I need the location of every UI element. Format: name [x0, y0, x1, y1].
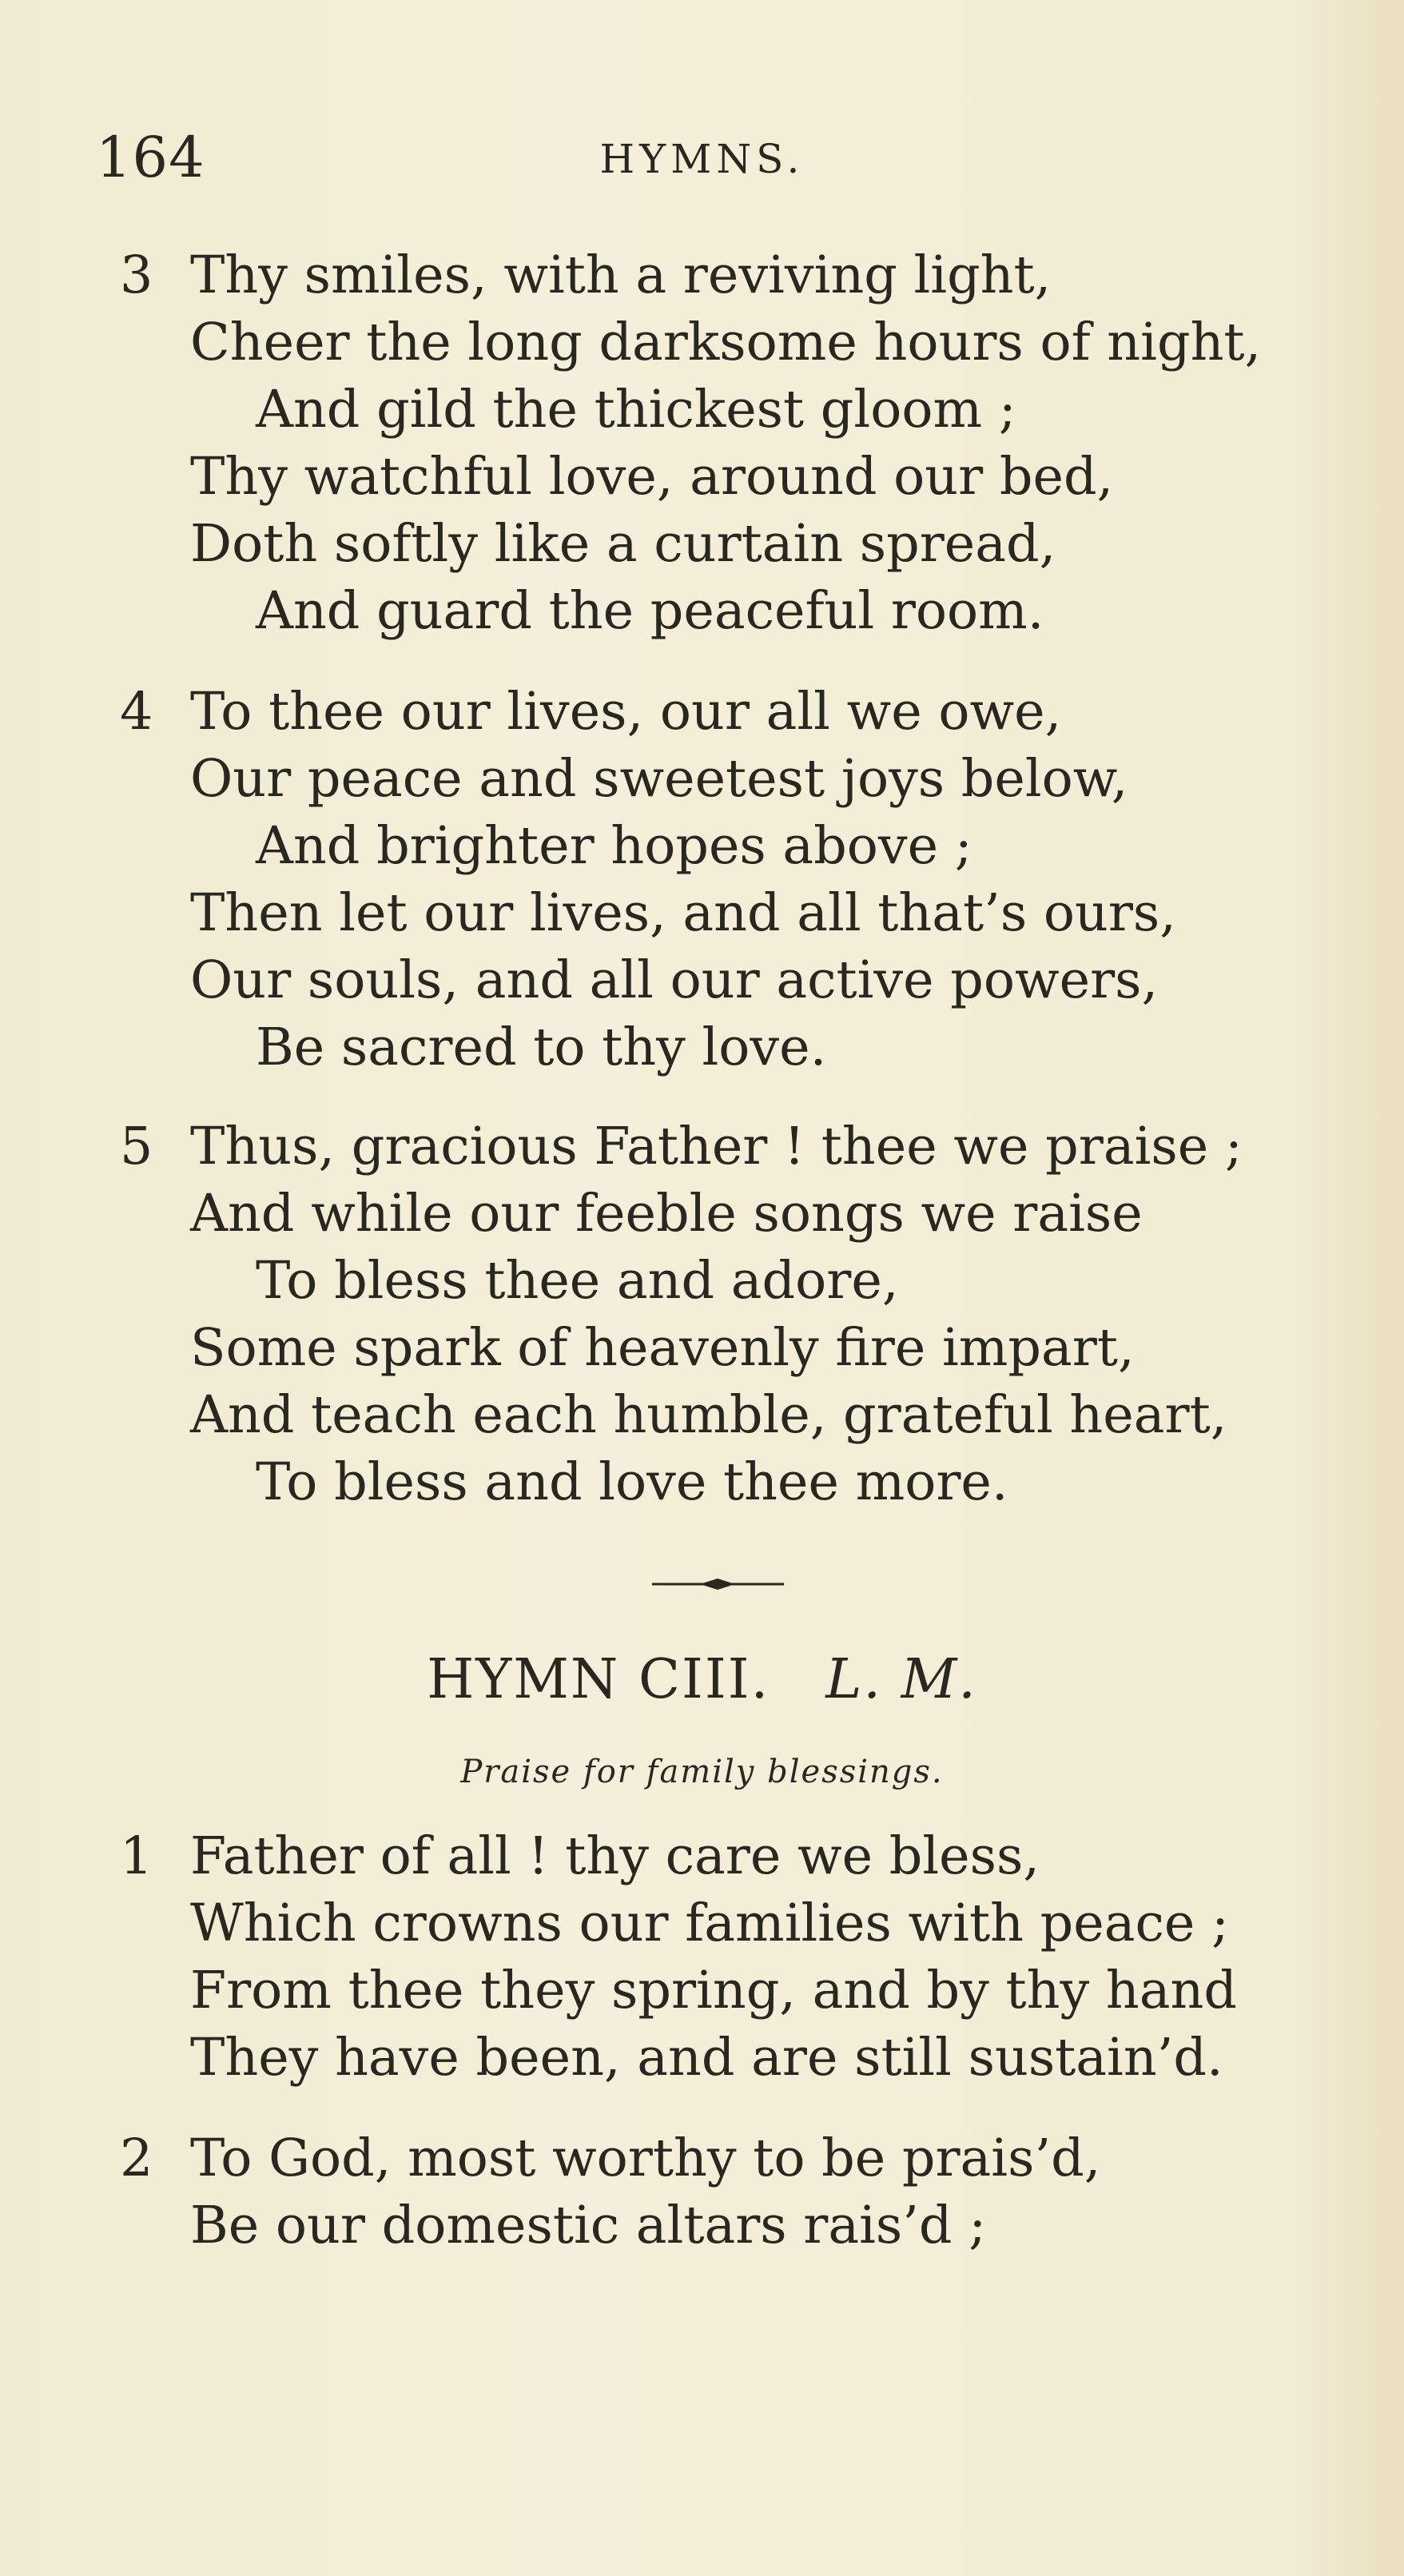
hymn-heading — [0, 1648, 1404, 1711]
verse-line: Then let our lives, and all that’s ours, — [190, 883, 1176, 943]
verse-line: Our souls, and all our active powers, — [190, 950, 1159, 1010]
verse-line: And gild the thickest gloom ; — [256, 380, 1016, 440]
running-head: HYMNS. — [599, 136, 805, 182]
verse-line: To bless and love thee more. — [256, 1452, 1008, 1512]
verse-line: Be our domestic altars rais’d ; — [190, 2196, 987, 2255]
verse-line: To thee our lives, our all we owe, — [190, 682, 1062, 742]
verse-line: They have been, and are still sustain’d. — [190, 2028, 1223, 2088]
verse-line: Which crowns our families with peace ; — [190, 1893, 1229, 1953]
verse-line: Thus, gracious Father ! thee we praise ; — [190, 1117, 1243, 1177]
verse-line: Father of all ! thy care we bless, — [190, 1826, 1040, 1886]
stanza-number: 4 — [120, 682, 153, 742]
verse-line: Some spark of heavenly fire impart, — [190, 1318, 1135, 1378]
verse-line: To bless thee and adore, — [256, 1251, 899, 1311]
hymn-meter: L. M. — [825, 1648, 977, 1711]
verse-line: Be sacred to thy love. — [256, 1017, 827, 1077]
hymn-title: HYMN CIII. — [427, 1648, 770, 1711]
stanza-number: 2 — [120, 2128, 153, 2188]
verse-line: Thy smiles, with a reviving light, — [190, 245, 1052, 305]
verse-line: And while our feeble songs we raise — [190, 1184, 1143, 1244]
stanza-number: 1 — [120, 1826, 153, 1886]
stanza-number: 3 — [120, 245, 153, 305]
verse-line: And guard the peaceful room. — [256, 581, 1044, 641]
verse-line: Thy watchful love, around our bed, — [190, 447, 1114, 507]
hymn-subtitle: Praise for family blessings. — [460, 1754, 944, 1790]
verse-line: From thee they spring, and by thy hand — [190, 1961, 1237, 2021]
page-number: 164 — [96, 125, 205, 190]
verse-line: Our peace and sweetest joys below, — [190, 749, 1128, 809]
verse-line: Cheer the long darksome hours of night, — [190, 313, 1262, 372]
verse-line: And teach each humble, grateful heart, — [190, 1385, 1227, 1445]
verse-line: And brighter hopes above ; — [256, 816, 972, 876]
verse-line: Doth softly like a curtain spread, — [190, 514, 1056, 574]
stanza-number: 5 — [120, 1117, 153, 1177]
ornament-divider — [652, 1576, 784, 1592]
verse-line: To God, most worthy to be prais’d, — [190, 2128, 1101, 2188]
